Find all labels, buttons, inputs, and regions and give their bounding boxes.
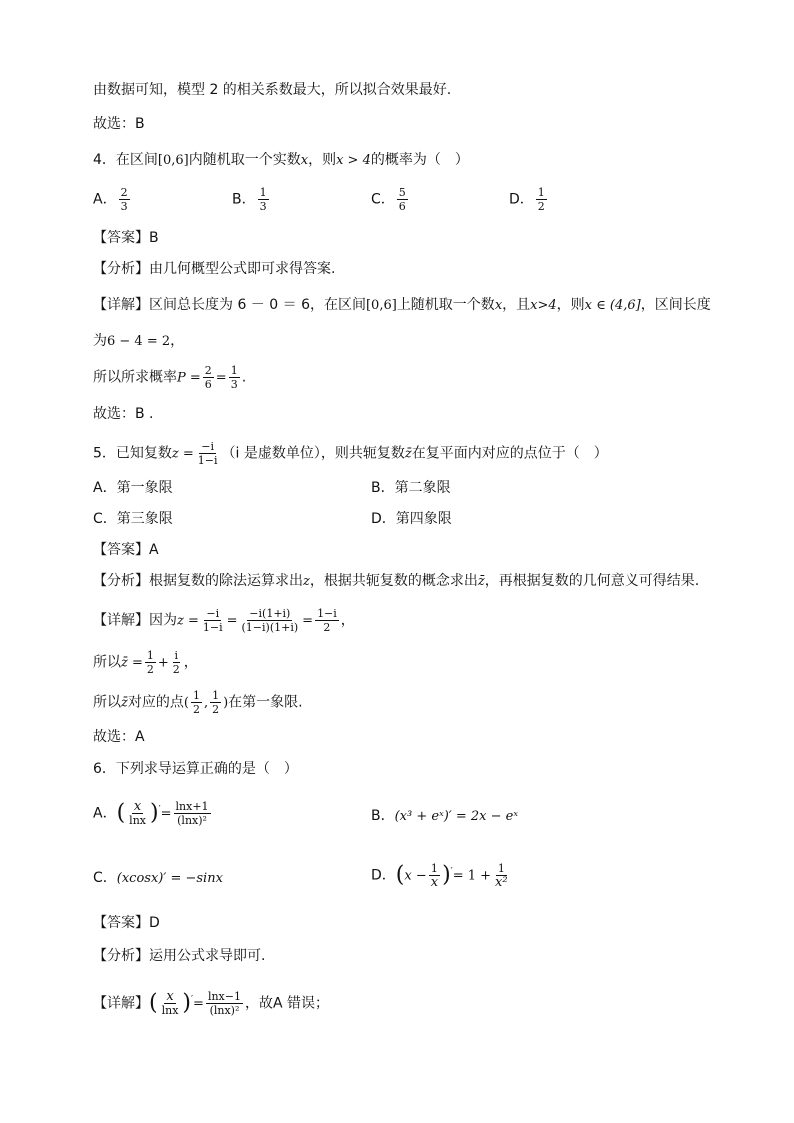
question-5-stem: 5．已知复数z = $\frac{-i}{1-i}$ （i 是虚数单位），则共轭复数z̄在复平面内对应的点位于（ ） [93, 440, 608, 467]
q4-option-a[interactable]: A． $\frac{2}{3}$ [93, 186, 128, 213]
q6-analysis: 【分析】运用公式求导即可. [93, 948, 266, 964]
q5-option-b[interactable]: B．第二象限 [371, 480, 451, 496]
q5-option-d[interactable]: D．第四象限 [371, 511, 452, 527]
q6-option-a[interactable]: A．( $\frac{x}{\ln x}$ )′= $\frac{\ln x+1}{\text{(lnx)²}}$ [93, 799, 209, 828]
fraction: $\frac{1}{3}$ [259, 186, 267, 213]
q4-detail: 【详解】区间总长度为 6 － 0 ＝ 6，在区间[0,6]上随机取一个数x，且x>4，则x ∈ (4,6]，区间长度 [93, 297, 711, 313]
choice-line: 故选：B [93, 116, 145, 132]
fraction: $\frac{5}{6}$ [398, 186, 406, 213]
q5-analysis: 【分析】根据复数的除法运算求出z，根据共轭复数的概念求出z̄，再根据复数的几何意义可得结果. [93, 573, 700, 589]
fraction: $\frac{1}{2}$ [537, 186, 545, 213]
q5-point: 所以z̄对应的点( $\frac{1}{2}$ , $\frac{1}{2}$ )在第一象限. [93, 689, 303, 716]
interval: [0,6] [157, 153, 189, 168]
q4-option-c[interactable]: C． $\frac{5}{6}$ [371, 186, 406, 213]
q4-option-b[interactable]: B． $\frac{1}{3}$ [232, 186, 267, 213]
q5-detail: 【详解】因为z = $\frac{-i}{1-i}$ = $\frac{-i(1+i)}{(1-i)(1+i)}$ = $\frac{1-i}{2}$ ， [93, 607, 355, 634]
q5-conjugate: 所以z̄ = $\frac{1}{2}$ + $\frac{i}{2}$ ， [93, 649, 198, 676]
q6-answer: 【答案】D [93, 915, 160, 931]
q5-answer: 【答案】A [93, 542, 159, 558]
fraction: $\frac{2}{3}$ [120, 186, 128, 213]
q4-analysis: 【分析】由几何概型公式即可求得答案. [93, 261, 336, 277]
q6-option-c[interactable]: C．(xcosx)′ = −sinx [93, 870, 223, 886]
q4-probability: 所以所求概率P = $\frac{2}{6}$ = $\frac{1}{3}$ . [93, 364, 247, 391]
q6-option-d[interactable]: D．(x − $\frac{1}{x}$ )′= 1 + $\frac{1}{\text{x²}}$ [371, 862, 508, 891]
q4-final: 故选：B . [93, 406, 154, 422]
q5-option-c[interactable]: C．第三象限 [93, 511, 173, 527]
q6-option-b[interactable]: B．(x³ + eˣ)′ = 2x − eˣ [371, 808, 518, 824]
question-4-stem: 4．在区间[0,6]内随机取一个实数x，则x > 4的概率为（ ） [93, 152, 469, 168]
q4-answer: 【答案】B [93, 230, 159, 246]
q4-option-d[interactable]: D． $\frac{1}{2}$ [509, 186, 545, 213]
question-6-stem: 6．下列求导运算正确的是（ ） [93, 761, 298, 777]
q5-option-a[interactable]: A．第一象限 [93, 480, 173, 496]
paragraph-conclusion: 由数据可知，模型 2 的相关系数最大，所以拟合效果最好. [93, 82, 452, 98]
q5-final: 故选：A [93, 729, 145, 745]
q4-detail-cont: 为6 − 4 = 2， [93, 333, 185, 349]
q6-detail: 【详解】( $\frac{x}{\ln x}$ )′= $\frac{\ln x-1}{\text{(lnx)²}}$ ，故A 错误； [93, 989, 330, 1018]
